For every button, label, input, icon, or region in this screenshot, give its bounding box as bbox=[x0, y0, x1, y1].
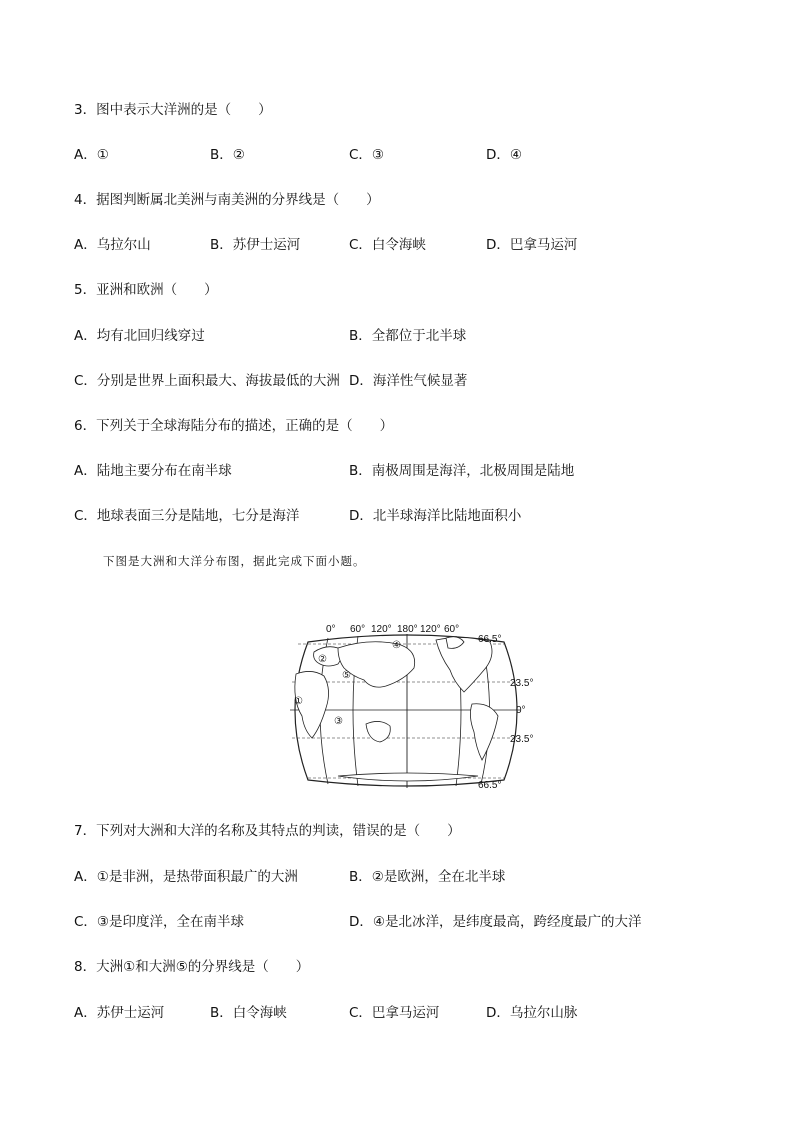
option-4a: A．乌拉尔山 bbox=[74, 237, 151, 253]
option-8c: C．巴拿马运河 bbox=[349, 1005, 440, 1021]
option-3b: B．② bbox=[210, 147, 245, 163]
option-8b: B．白令海峡 bbox=[210, 1005, 287, 1021]
lat-label-66s: 66.5° bbox=[478, 780, 502, 790]
option-7c: C．③是印度洋，全在南半球 bbox=[74, 914, 245, 930]
option-8a: A．苏伊士运河 bbox=[74, 1005, 165, 1021]
option-4c: C．白令海峡 bbox=[349, 237, 426, 253]
option-6b: B．南极周围是海洋，北极周围是陆地 bbox=[349, 463, 575, 479]
option-3c: C．③ bbox=[349, 147, 385, 163]
map-top-label: 120° bbox=[371, 624, 392, 635]
lat-label-0: 0° bbox=[516, 705, 526, 716]
map-top-label: 120° bbox=[420, 624, 441, 635]
option-5c: C．分别是世界上面积最大、海拔最低的大洲 bbox=[74, 373, 340, 389]
question-3-stem: 3．图中表示大洋洲的是（ ） bbox=[74, 102, 272, 118]
question-5-stem: 5．亚洲和欧洲（ ） bbox=[74, 282, 218, 298]
map-top-label: 60° bbox=[350, 624, 366, 635]
option-7a: A．①是非洲，是热带面积最广的大洲 bbox=[74, 869, 298, 885]
option-5b: B．全都位于北半球 bbox=[349, 328, 467, 344]
option-6d: D．北半球海洋比陆地面积小 bbox=[349, 508, 522, 524]
map-caption: 下图是大洲和大洋分布图，据此完成下面小题。 bbox=[103, 554, 366, 568]
option-7d: D．④是北冰洋，是纬度最高，跨经度最广的大洋 bbox=[349, 914, 642, 930]
marker-3: ③ bbox=[334, 716, 343, 727]
map-top-label: 60° bbox=[444, 624, 460, 635]
option-7b: B．②是欧洲，全在北半球 bbox=[349, 869, 506, 885]
question-7-stem: 7．下列对大洲和大洋的名称及其特点的判读，错误的是（ ） bbox=[74, 823, 461, 839]
marker-4: ④ bbox=[392, 640, 401, 651]
option-4d: D．巴拿马运河 bbox=[486, 237, 578, 253]
option-3a: A．① bbox=[74, 147, 109, 163]
marker-5: ⑤ bbox=[342, 670, 351, 681]
option-3d: D．④ bbox=[486, 147, 522, 163]
option-8d: D．乌拉尔山脉 bbox=[486, 1005, 578, 1021]
question-4-stem: 4．据图判断属北美洲与南美洲的分界线是（ ） bbox=[74, 192, 380, 208]
marker-1: ① bbox=[294, 696, 303, 707]
lat-label-23s: 23.5° bbox=[510, 734, 534, 745]
map-top-label: 180° bbox=[397, 624, 418, 635]
option-6c: C．地球表面三分是陆地，七分是海洋 bbox=[74, 508, 300, 524]
world-continents-oceans-map bbox=[268, 620, 548, 790]
question-8-stem: 8．大洲①和大洲⑤的分界线是（ ） bbox=[74, 959, 310, 975]
lat-label-66n: 66.5° bbox=[478, 634, 502, 645]
option-6a: A．陆地主要分布在南半球 bbox=[74, 463, 232, 479]
option-4b: B．苏伊士运河 bbox=[210, 237, 301, 253]
map-top-label: 0° bbox=[326, 624, 336, 635]
lat-label-23n: 23.5° bbox=[510, 678, 534, 689]
option-5d: D．海洋性气候显著 bbox=[349, 373, 468, 389]
option-5a: A．均有北回归线穿过 bbox=[74, 328, 205, 344]
question-6-stem: 6．下列关于全球海陆分布的描述，正确的是（ ） bbox=[74, 418, 394, 434]
marker-2: ② bbox=[318, 654, 327, 665]
